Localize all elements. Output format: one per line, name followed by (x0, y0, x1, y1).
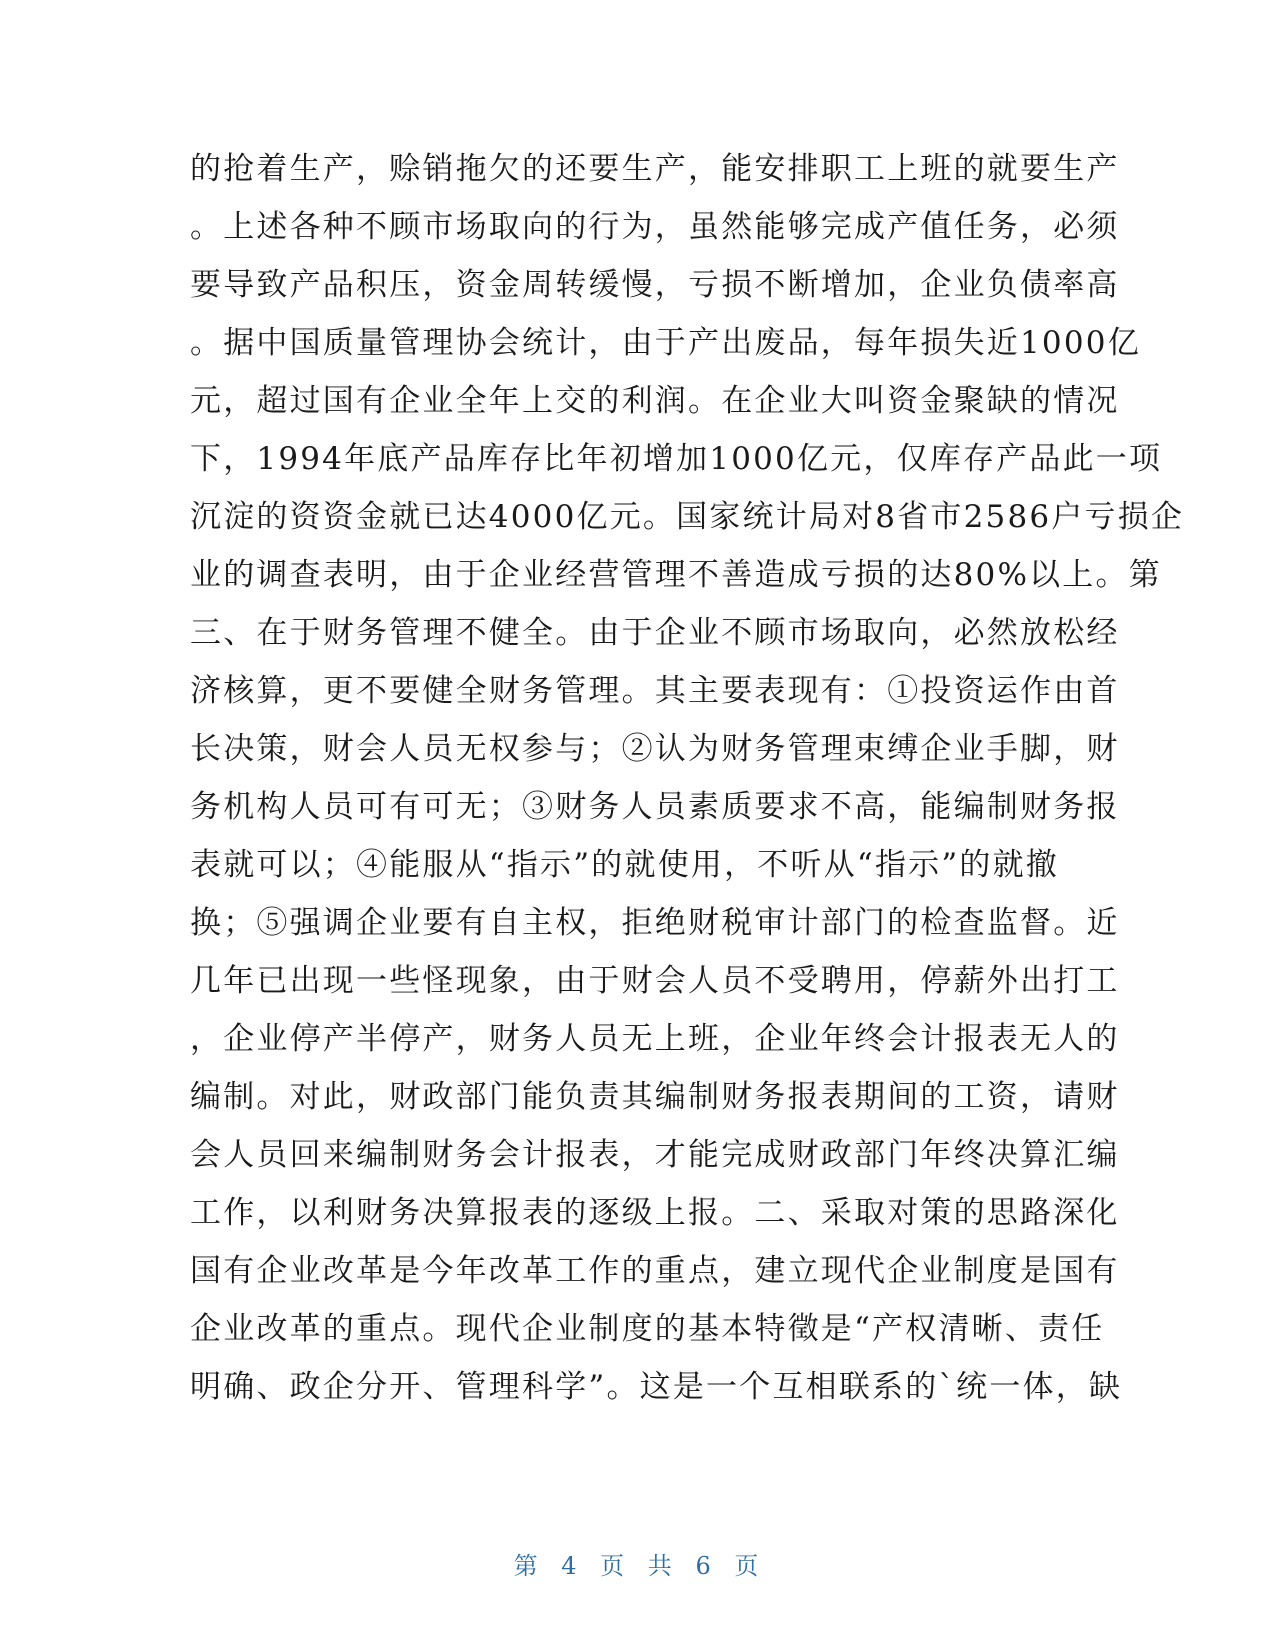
text-line: 要导致产品积压，资金周转缓慢，亏损不断增加，企业负债率高 (190, 267, 1120, 303)
text-line: 会人员回来编制财务会计报表，才能完成财政部门年终决算汇编 (190, 1137, 1120, 1173)
text-line: 下，1994年底产品库存比年初增加1000亿元，仅库存产品此一项 (190, 441, 1163, 477)
text-line: 几年已出现一些怪现象，由于财会人员不受聘用，停薪外出打工 (190, 963, 1120, 999)
text-line: ，企业停产半停产，财务人员无上班，企业年终会计报表无人的 (190, 1021, 1120, 1057)
text-line: 的抢着生产，赊销拖欠的还要生产，能安排职工上班的就要生产 (190, 151, 1120, 187)
text-line: 。上述各种不顾市场取向的行为，虽然能够完成产值任务，必须 (190, 209, 1120, 245)
text-line: 三、在于财务管理不健全。由于企业不顾市场取向，必然放松经 (190, 615, 1120, 651)
text-line: 长决策，财会人员无权参与；②认为财务管理束缚企业手脚，财 (190, 731, 1120, 767)
text-line: 务机构人员可有可无；③财务人员素质要求不高，能编制财务报 (190, 789, 1120, 825)
text-line: 。据中国质量管理协会统计，由于产出废品，每年损失近1000亿 (190, 325, 1141, 361)
text-line: 沉淀的资资金就已达4000亿元。国家统计局对8省市2586户亏损企 (190, 499, 1185, 535)
text-line: 业的调查表明，由于企业经营管理不善造成亏损的达80%以上。第 (190, 557, 1162, 593)
text-line: 国有企业改革是今年改革工作的重点，建立现代企业制度是国有 (190, 1253, 1120, 1289)
text-line: 企业改革的重点。现代企业制度的基本特徵是“产权清晰、责任 (190, 1311, 1105, 1347)
text-line: 工作，以利财务决算报表的逐级上报。二、采取对策的思路深化 (190, 1195, 1120, 1231)
text-line: 换；⑤强调企业要有自主权，拒绝财税审计部门的检查监督。近 (190, 905, 1120, 941)
text-line: 编制。对此，财政部门能负责其编制财务报表期间的工资，请财 (190, 1079, 1120, 1115)
text-line: 表就可以；④能服从“指示”的就使用，不听从“指示”的就撤 (190, 847, 1059, 883)
text-line: 明确、政企分开、管理科学”。这是一个互相联系的`统一体，缺 (190, 1369, 1123, 1405)
page-number-footer: 第 4 页 共 6 页 (513, 1552, 762, 1580)
text-line: 济核算，更不要健全财务管理。其主要表现有：①投资运作由首 (190, 673, 1120, 709)
text-line: 元，超过国有企业全年上交的利润。在企业大叫资金聚缺的情况 (190, 383, 1120, 419)
body-text (190, 140, 1185, 1416)
